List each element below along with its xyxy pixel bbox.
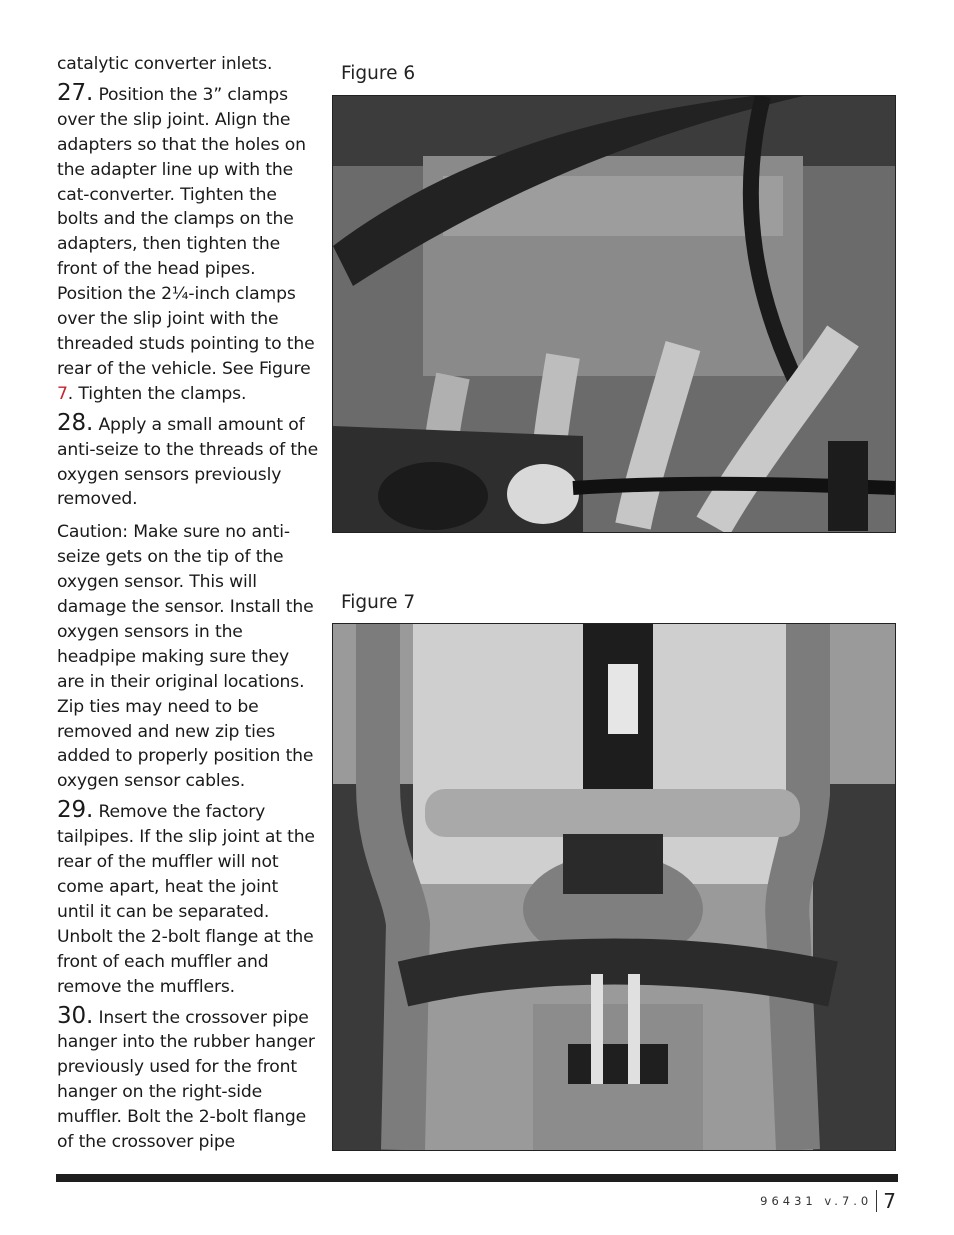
page-number: 7 bbox=[883, 1189, 896, 1213]
step-number: 28. bbox=[57, 409, 94, 436]
step-body-end: . Tighten the clamps. bbox=[67, 383, 247, 404]
page-footer bbox=[760, 1189, 896, 1213]
step-number: 30. bbox=[57, 1002, 94, 1029]
step-number: 27. bbox=[57, 79, 94, 106]
figure-reference-link[interactable]: 7 bbox=[57, 383, 68, 404]
step-body: Insert the crossover pipe hanger into the rubber hanger previously used for the front hanger on the right-side muffler. Bolt the 2-bolt flange of the crossover pipe bbox=[57, 1007, 315, 1153]
step-27 bbox=[57, 81, 319, 407]
step-28 bbox=[57, 411, 319, 513]
footer-separator bbox=[876, 1190, 877, 1212]
step-number: 29. bbox=[57, 797, 94, 824]
instruction-column bbox=[57, 52, 319, 1155]
document-code: 96431 v.7.0 bbox=[760, 1194, 873, 1208]
caution-note: Caution: Make sure no anti-seize gets on the tip of the oxygen sensor. This will damage the sensor. Install the oxygen sensors in the headpipe making sure they are in their original locations. Zip ties may need to be removed and new zip ties added to properly position the oxygen sensor cables. bbox=[57, 522, 314, 792]
figure-7-photo bbox=[332, 623, 896, 1151]
step-body: Position the 3” clamps over the slip joint. Align the adapters so that the holes on the adapter line up with the cat-converter. Tighten the bolts and the clamps on the adapters, then tighten the front of the head pipes. Position the 2¼-inch clamps over the slip joint with the threaded studs pointing to the rear of the vehicle. See Figure bbox=[57, 84, 315, 379]
step-30 bbox=[57, 1004, 319, 1155]
figure-6-label: Figure 6 bbox=[341, 63, 416, 84]
step-body: Remove the factory tailpipes. If the slip joint at the rear of the muffler will not come apart, heat the joint until it can be separated. Unbolt the 2-bolt flange at the front of each muffler and remove the mufflers. bbox=[57, 802, 315, 997]
figure-7-label: Figure 7 bbox=[341, 592, 416, 613]
intro-text: catalytic converter inlets. bbox=[57, 54, 273, 74]
figure-6-photo bbox=[332, 95, 896, 533]
step-body: Apply a small amount of anti-seize to the threads of the oxygen sensors previously removed. bbox=[57, 414, 319, 510]
step-29 bbox=[57, 798, 319, 999]
footer-rule bbox=[56, 1174, 898, 1182]
